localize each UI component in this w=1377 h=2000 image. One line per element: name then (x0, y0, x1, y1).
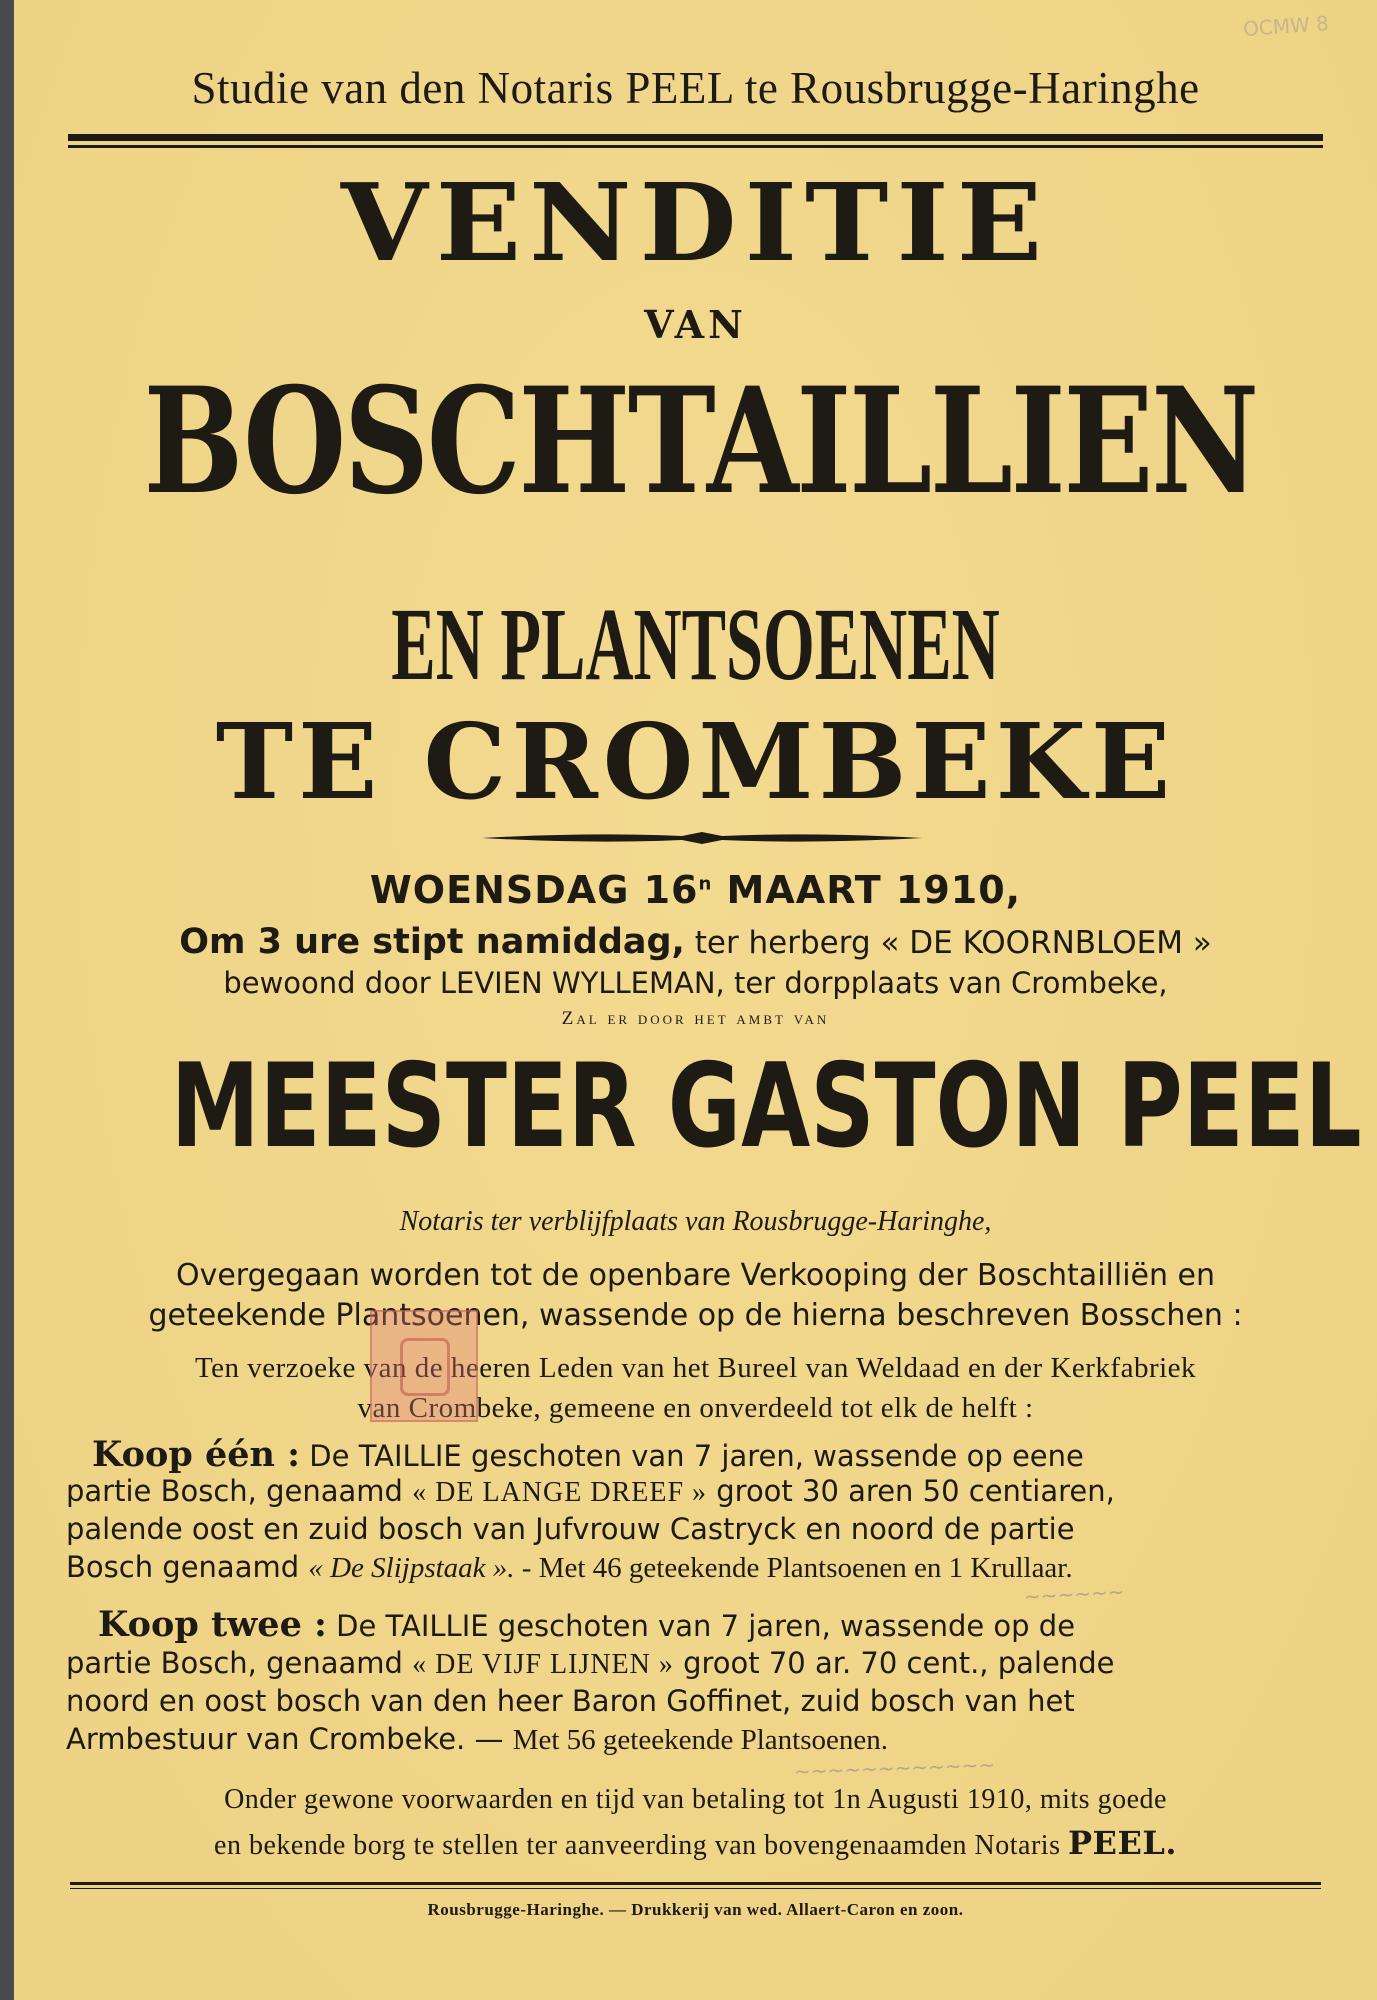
notary-name: MEESTER GASTON PEEL (170, 1039, 1362, 1174)
top-rule-thin (68, 145, 1323, 148)
intro-line-2: geteekende Plantsoenen, wassende op de hierna beschreven Bosschen : (148, 1298, 1243, 1333)
request-line-2: van Crombeke, gemeene en onverdeeld tot elk de helft : (357, 1392, 1034, 1424)
title-venditie: VENDITIE (340, 161, 1051, 286)
lot-two-line-2: partie Bosch, genaamd « DE VIJF LIJNEN » groot 70 ar. 70 cent., palende (66, 1646, 1115, 1680)
conditions-line-1: Onder gewone voorwaarden en tijd van betaling tot 1n Augusti 1910, mits goede (224, 1784, 1167, 1815)
request-line-1: Ten verzoeke van de heeren Leden van het Bureel van Weldaad en der Kerkfabriek (194, 1352, 1197, 1384)
revenue-stamp (370, 1310, 478, 1422)
bottom-rule-thin (70, 1888, 1321, 1889)
auction-time-place: Om 3 ure stipt namiddag, ter herberg « DE KOORNBLOEM » (179, 922, 1212, 962)
lot-one-line-2: partie Bosch, genaamd « DE LANGE DREEF » groot 30 aren 50 centiaren, (66, 1474, 1115, 1508)
lot-two-line-4: Armbestuur van Crombeke. — Met 56 geteekende Plantsoenen. (66, 1722, 888, 1756)
lot-one-line-1: Koop één : De TAILLIE geschoten van 7 jaren, wassende op eene (92, 1434, 1084, 1475)
bottom-rule (70, 1882, 1321, 1885)
lot-two-line-1: Koop twee : De TAILLIE geschoten van 7 jaren, wassende op de (98, 1604, 1076, 1645)
notary-residence: Notaris ter verblijfplaats van Rousbrugge-Haringhe, (399, 1206, 992, 1237)
title-te-crombeke: TE CROMBEKE (215, 700, 1176, 823)
auction-poster (14, 0, 1377, 2000)
pencil-annotation: ~~~~~~~~~~~~ (793, 1752, 996, 1784)
intro-line-1: Overgegaan worden tot de openbare Verkooping der Boschtailliën en (175, 1258, 1216, 1293)
pencil-annotation: ~~~~~~ (1023, 1579, 1126, 1609)
archive-mark: OCMW 8 (1242, 11, 1330, 41)
lot-one-line-4: Bosch genaamd « De Slijpstaak ». - Met 46 geteekende Plantsoenen en 1 Krullaar. (66, 1550, 1073, 1584)
printer-footer: Rousbrugge-Haringhe. — Drukkerij van wed. Allaert-Caron en zoon. (427, 1900, 964, 1919)
lot-two-line-3: noord en oost bosch van den heer Baron Goffinet, zuid bosch van het (66, 1684, 1075, 1718)
title-boschtaillien: BOSCHTAILLIEN (143, 356, 1257, 527)
notary-office-heading: Studie van den Notaris PEEL te Rousbrugge-Haringhe (191, 63, 1200, 113)
ornament-divider (482, 830, 922, 846)
lot-one-line-3: palende oost en zuid bosch van Jufvrouw Castryck en noord de partie (66, 1512, 1075, 1546)
top-rule (68, 134, 1323, 141)
innkeeper-line: bewoond door LEVIEN WYLLEMAN, ter dorpplaats van Crombeke, (223, 966, 1168, 1000)
auction-date: WOENSDAG 16$^n$ MAART 1910, (369, 868, 1022, 912)
conditions-line-2: en bekende borg te stellen ter aanveerding van bovengenaamden Notaris PEEL. (214, 1824, 1177, 1862)
title-van: VAN (644, 302, 747, 347)
by-office-of: Zal er door het ambt van (561, 1008, 830, 1029)
title-plantsoenen: EN PLANTSOENEN (391, 587, 1000, 702)
